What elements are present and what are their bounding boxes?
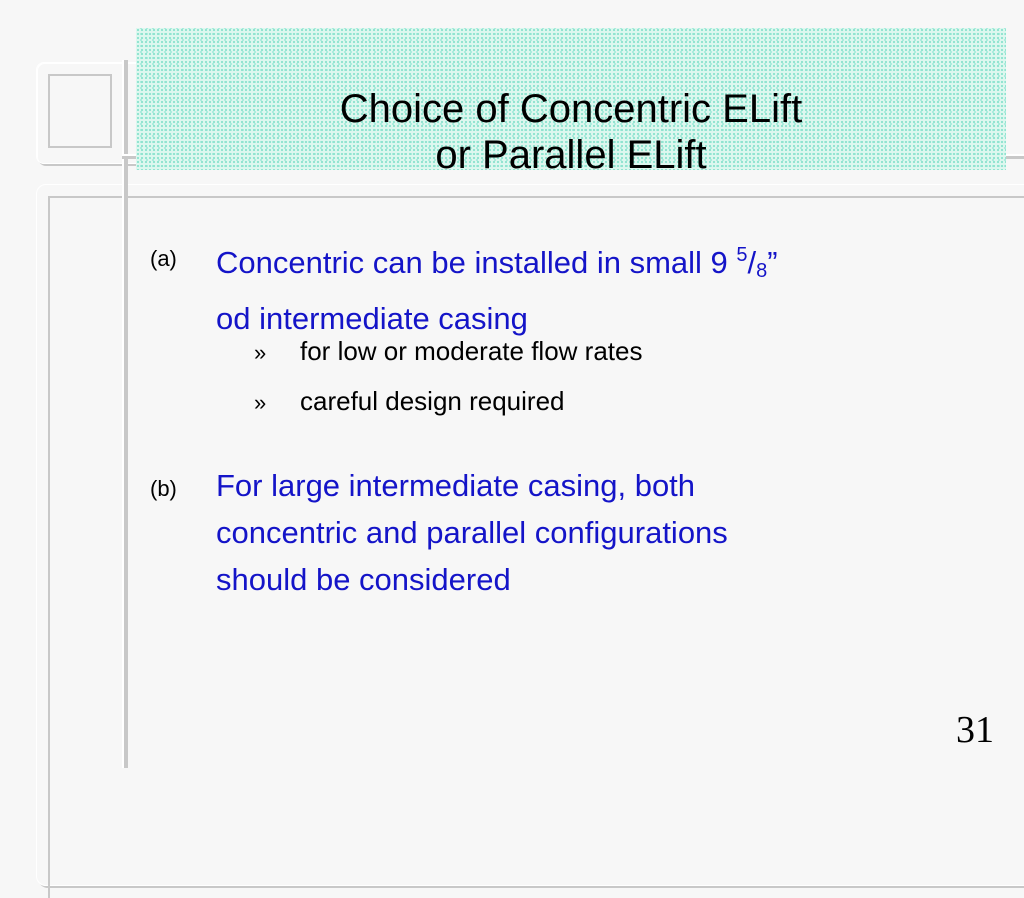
slide-title-line-1: Choice of Concentric ELift xyxy=(339,87,803,131)
sub-item-text: for low or moderate flow rates xyxy=(300,336,643,366)
bullet-icon: » xyxy=(254,340,267,365)
fraction-numerator: 5 xyxy=(736,244,748,266)
sub-item-1 xyxy=(254,336,642,367)
sub-item-2 xyxy=(254,386,565,417)
item-label-a: (a) xyxy=(150,246,177,271)
slide-title-box xyxy=(136,28,1006,177)
decorative-vertical-rule xyxy=(122,60,128,768)
item-text-b-line-3: should be considered xyxy=(216,562,511,597)
item-text-b-line-1: For large intermediate casing, both xyxy=(216,468,696,503)
item-text-b-line-2: concentric and parallel configurations xyxy=(216,515,728,550)
page-number: 31 xyxy=(956,709,994,751)
decorative-frame-small-inner xyxy=(48,74,112,148)
item-text-a-line-1: Concentric can be installed in small 9 $^5/_8$” xyxy=(216,244,778,282)
item-text-b xyxy=(216,462,966,603)
item-label-b: (b) xyxy=(150,476,177,501)
fraction-denominator: 8 xyxy=(756,260,768,282)
sub-item-text: careful design required xyxy=(300,386,565,416)
fraction-slash: / xyxy=(747,245,757,280)
item-text-a xyxy=(216,232,966,342)
bullet-icon: » xyxy=(254,390,267,415)
slide-title-line-2: or Parallel ELift xyxy=(435,133,707,177)
item-text-a-line-2: od intermediate casing xyxy=(216,301,528,336)
